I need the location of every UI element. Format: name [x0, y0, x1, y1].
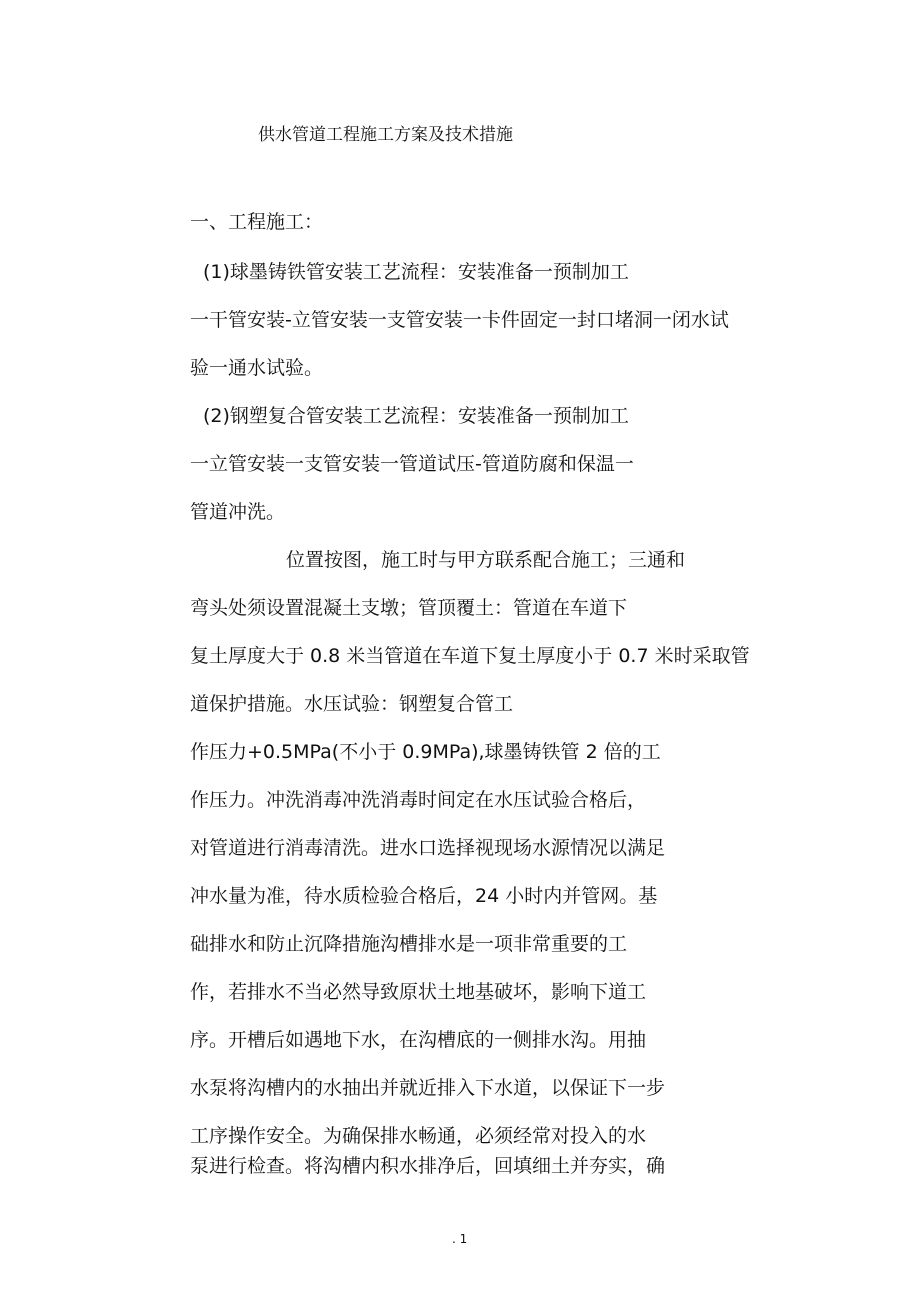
paragraph-line: 管道冲洗。: [190, 501, 286, 523]
paragraph-line: 验一通水试验。: [190, 357, 324, 379]
paragraph-line: 一立管安装一支管安装一管道试压-管道防腐和保温一: [190, 453, 634, 475]
document-title: 供水管道工程施工方案及技术措施: [258, 125, 513, 145]
paragraph-line: 复土厚度大于 0.8 米当管道在车道下复土厚度小于 0.7 米时采取管: [190, 645, 750, 667]
paragraph-line: 序。开槽后如遇地下水，在沟槽底的一侧排水沟。用抽: [190, 1029, 647, 1051]
paragraph-line: 工序操作安全。为确保排水畅通，必须经常对投入的水: [190, 1125, 647, 1147]
page-number: . 1: [452, 1232, 468, 1246]
paragraph-line: 冲水量为准，待水质检验合格后，24 小时内并管网。基: [190, 885, 658, 907]
paragraph-line: 作压力。冲洗消毒冲洗消毒时间定在水压试验合格后，: [190, 789, 647, 811]
paragraph-line: 泵进行检查。将沟槽内积水排净后，回填细土并夯实，确: [190, 1155, 666, 1177]
paragraph-line: (1)球墨铸铁管安装工艺流程：安装准备一预制加工: [203, 261, 629, 283]
paragraph-line: 作压力+0.5MPa(不小于 0.9MPa),球墨铸铁管 2 倍的工: [190, 741, 661, 763]
paragraph-line: 对管道进行消毒清洗。进水口选择视现场水源情况以满足: [190, 837, 666, 859]
paragraph-line: 道保护措施。水压试验：钢塑复合管工: [190, 693, 514, 715]
paragraph-line: 作，若排水不当必然导致原状土地基破坏，影响下道工: [190, 981, 647, 1003]
paragraph-line: 位置按图，施工时与甲方联系配合施工；三通和: [286, 549, 686, 571]
paragraph-line: 水泵将沟槽内的水抽出并就近排入下水道，以保证下一步: [190, 1077, 666, 1099]
paragraph-line: (2)钢塑复合管安装工艺流程：安装准备一预制加工: [203, 405, 629, 427]
section-heading: 一、工程施工：: [190, 211, 324, 233]
paragraph-line: 础排水和防止沉降措施沟槽排水是一项非常重要的工: [190, 933, 628, 955]
paragraph-line: 弯头处须设置混凝土支墩；管顶覆土：管道在车道下: [190, 597, 628, 619]
paragraph-line: 一干管安装-立管安装一支管安装一卡件固定一封口堵洞一闭水试: [190, 309, 729, 331]
